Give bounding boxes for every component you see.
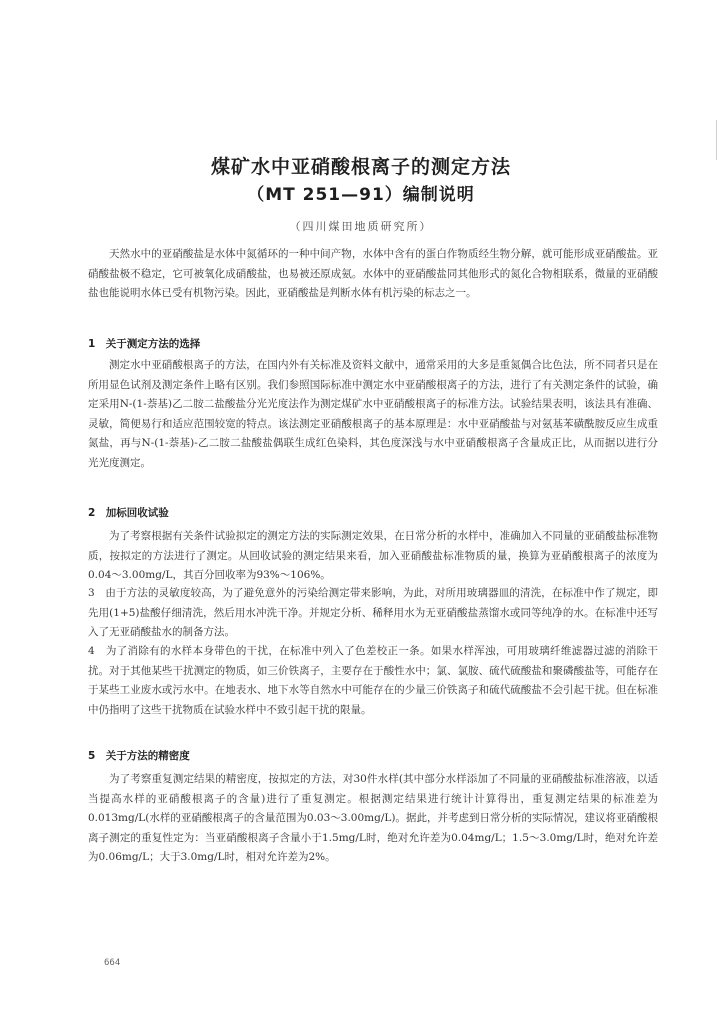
section-5-body: 为了考察重复测定结果的精密度，按拟定的方法，对30件水样(其中部分水样添加了不同量的亚硝酸盐标准溶液，以适当提高水样的亚硝酸根离子的含量)进行了重复测定。根据测定结果进行统计计算得出，重复测定结果的标准差为0.013mg/L(水样的亚硝酸根离子的含量范围为0.03～3.00mg/L)。据此，并考虑到日常分析的实际情况，建议将亚硝酸根离子测定的重复性定为：当亚硝酸根离子含量小于1.5mg/L时，绝对允许差为0.04mg/L；1.5～3.0mg/L时，绝对允许差为0.06mg/L；大于3.0mg/L时，相对允许差为2%。 [88, 773, 658, 864]
section-5-heading: 5 关于方法的精密度 [88, 750, 190, 762]
section-1-heading: 1 关于测定方法的选择 [88, 338, 201, 350]
section-2-heading: 2 加标回收试验 [88, 507, 169, 519]
section-1-body: 测定水中亚硝酸根离子的方法，在国内外有关标准及资料文献中，通常采用的大多是重氮偶合比色法，所不同者只是在所用显色试剂及测定条件上略有区别。我们参照国际标准中测定水中亚硝酸根离子的方法，进行了有关测定条件的试验，确定采用N-(1-萘基)乙二胺二盐酸盐分光光度法作为测定煤矿水中亚硝酸根离子的标准方法。试验结果表明，该法具有准确、灵敏，简便易行和适应范围较宽的特点。该法测定亚硝酸根离子的基本原理是：水中亚硝酸盐与对氨基苯磺酰胺反应生成重氮盐，再与N-(1-萘基)-乙二胺二盐酸盐偶联生成红色染料，其色度深浅与水中亚硝酸根离子含量成正比，从而据以进行分光光度测定。 [88, 359, 658, 469]
page-number: 664 [104, 958, 121, 968]
document-subtitle: （MT 251—91）编制说明 [247, 185, 475, 205]
section-2-body: 为了考察根据有关条件试验拟定的测定方法的实际测定效果，在日常分析的水样中，准确加入不同量的亚硝酸盐标准物质，按拟定的方法进行了测定。从回收试验的测定结果来看，加入亚硝酸盐标准物质的量，换算为亚硝酸根离子的浓度为0.04～3.00mg/L，其百分回收率为93%～106%。 [88, 530, 658, 582]
document-title: 煤矿水中亚硝酸根离子的测定方法 [210, 156, 511, 178]
section-3-item: 3 由于方法的灵敏度较高，为了避免意外的污染给测定带来影响，为此，对所用玻璃器皿的清洗，在标准中作了规定，即先用(1+5)盐酸仔细清洗，然后用水冲洗干净。并规定分析、稀释用水为无亚硝酸盐蒸馏水或同等纯净的水。在标准中还写入了无亚硝酸盐水的制备方法。 [88, 587, 658, 639]
intro-paragraph: 天然水中的亚硝酸盐是水体中氮循环的一种中间产物，水体中含有的蛋白作物质经生物分解，就可能形成亚硝酸盐。亚硝酸盐极不稳定，它可被氧化成硝酸盐，也易被还原成氨。水体中的亚硝酸盐同其他形式的氮化合物相联系，微量的亚硝酸盐也能说明水体已受有机物污染。因此，亚硝酸盐是判断水体有机污染的标志之一。 [88, 248, 658, 300]
author-affiliation: （四川煤田地质研究所） [289, 220, 433, 233]
scan-edge-mark [716, 120, 717, 160]
section-4-item: 4 为了消除有的水样本身带色的干扰，在标准中列入了色差校正一条。如果水样浑浊，可用玻璃纤维滤器过滤的消除干扰。对于其他某些干扰测定的物质，如三价铁离子，主要存在于酸性水中；氯、氯胺、硫代硫酸盐和聚磷酸盐等，可能存在于某些工业废水或污水中。在地表水、地下水等自然水中可能存在的少量三价铁离子和硫代硫酸盐不会引起干扰。但在标准中仍指明了这些干扰物质在试验水样中不致引起干扰的限量。 [88, 645, 658, 716]
